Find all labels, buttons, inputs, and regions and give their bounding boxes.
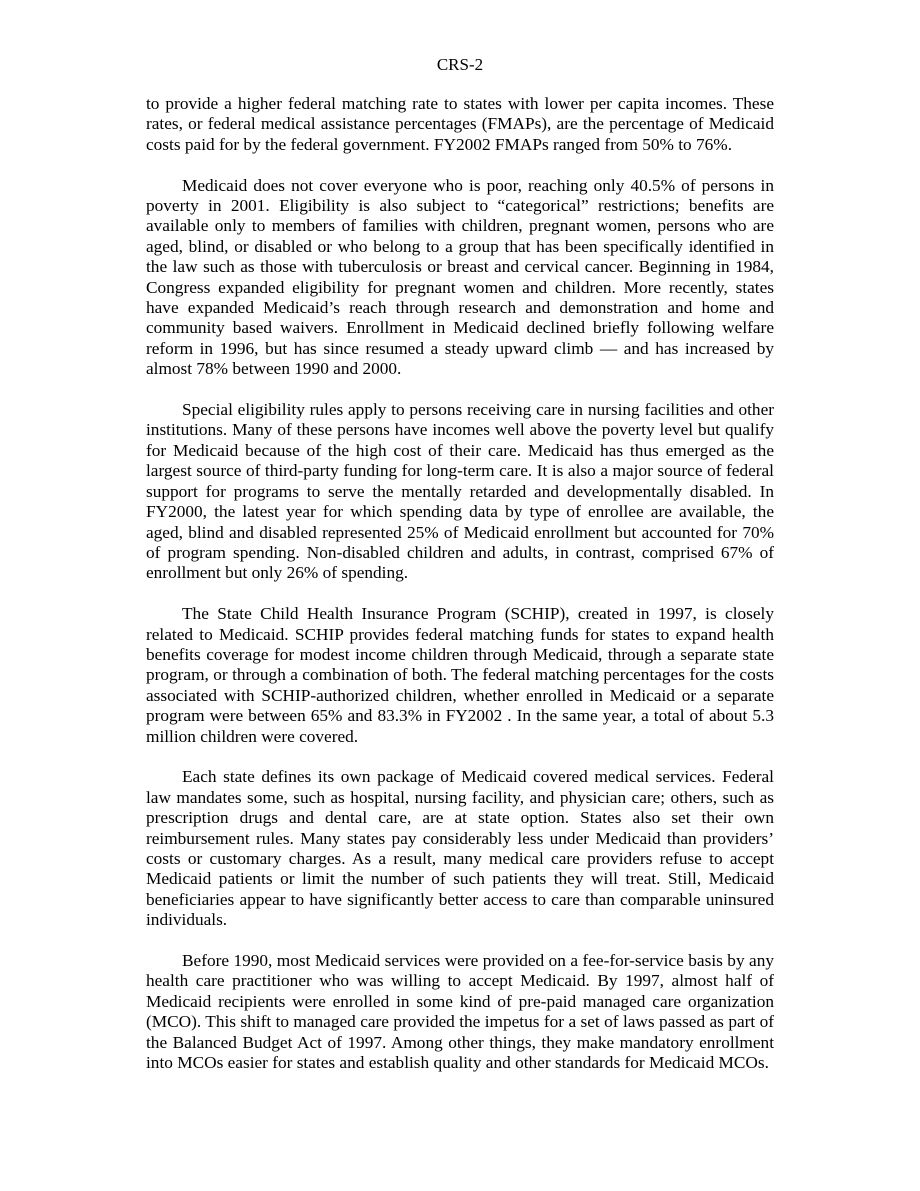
paragraph-fmap: to provide a higher federal matching rate to states with lower per capita incomes. These rates, or federal medical assistance percentages (FMAPs), are the percentage of Medicaid costs paid for by the federal government. FY2002 FMAPs ranged from 50% to 76%. [146, 94, 774, 154]
page-header: CRS-2 [436, 55, 484, 74]
paragraph-covered-services: Each state defines its own package of Medicaid covered medical services. Federal law mandates some, such as hospital, nursing facility, and physician care; others, such as prescription drugs and dental care, are at state option. States also set their own reimbursement rules. Many states pay considerably less under Medicaid than providers’ costs or customary charges. As a result, many medical care providers refuse to accept Medicaid patients or limit the number of such patients they will treat. Still, Medicaid beneficiaries appear to have significantly better access to care than comparable uninsured individuals. [146, 767, 774, 930]
paragraph-special-eligibility: Special eligibility rules apply to persons receiving care in nursing facilities and other institutions. Many of these persons have incomes well above the poverty level but qualify for Medicaid because of the high cost of their care. Medicaid has thus emerged as the largest source of third-party funding for long-term care. It is also a major source of federal support for programs to serve the mentally retarded and developmentally disabled. In FY2000, the latest year for which spending data by type of enrollee are available, the aged, blind and disabled represented 25% of Medicaid enrollment but accounted for 70% of program spending. Non-disabled children and adults, in contrast, comprised 67% of enrollment but only 26% of spending. [146, 400, 774, 583]
paragraph-managed-care: Before 1990, most Medicaid services were provided on a fee-for-service basis by any health care practitioner who was willing to accept Medicaid. By 1997, almost half of Medicaid recipients were enrolled in some kind of pre-paid managed care organization (MCO). This shift to managed care provided the impetus for a set of laws passed as part of the Balanced Budget Act of 1997. Among other things, they make mandatory enrollment into MCOs easier for states and establish quality and other standards for Medicaid MCOs. [146, 950, 774, 1073]
document-body [146, 94, 774, 1094]
paragraph-eligibility: Medicaid does not cover everyone who is poor, reaching only 40.5% of persons in poverty in 2001. Eligibility is also subject to “categorical” restrictions; benefits are available only to members of families with children, pregnant women, persons who are aged, blind, or disabled or who belong to a group that has been specifically identified in the law such as those with tuberculosis or breast and cervical cancer. Beginning in 1984, Congress expanded eligibility for pregnant women and children. More recently, states have expanded Medicaid’s reach through research and demonstration and home and community based waivers. Enrollment in Medicaid declined briefly following welfare reform in 1996, but has since resumed a steady upward climb — and has increased by almost 78% between 1990 and 2000. [146, 175, 774, 379]
paragraph-schip: The State Child Health Insurance Program (SCHIP), created in 1997, is closely related to Medicaid. SCHIP provides federal matching funds for states to expand health benefits coverage for modest income children through Medicaid, through a separate state program, or through a combination of both. The federal matching percentages for the costs associated with SCHIP-authorized children, whether enrolled in Medicaid or a separate program were between 65% and 83.3% in FY2002 . In the same year, a total of about 5.3 million children were covered. [146, 604, 774, 746]
